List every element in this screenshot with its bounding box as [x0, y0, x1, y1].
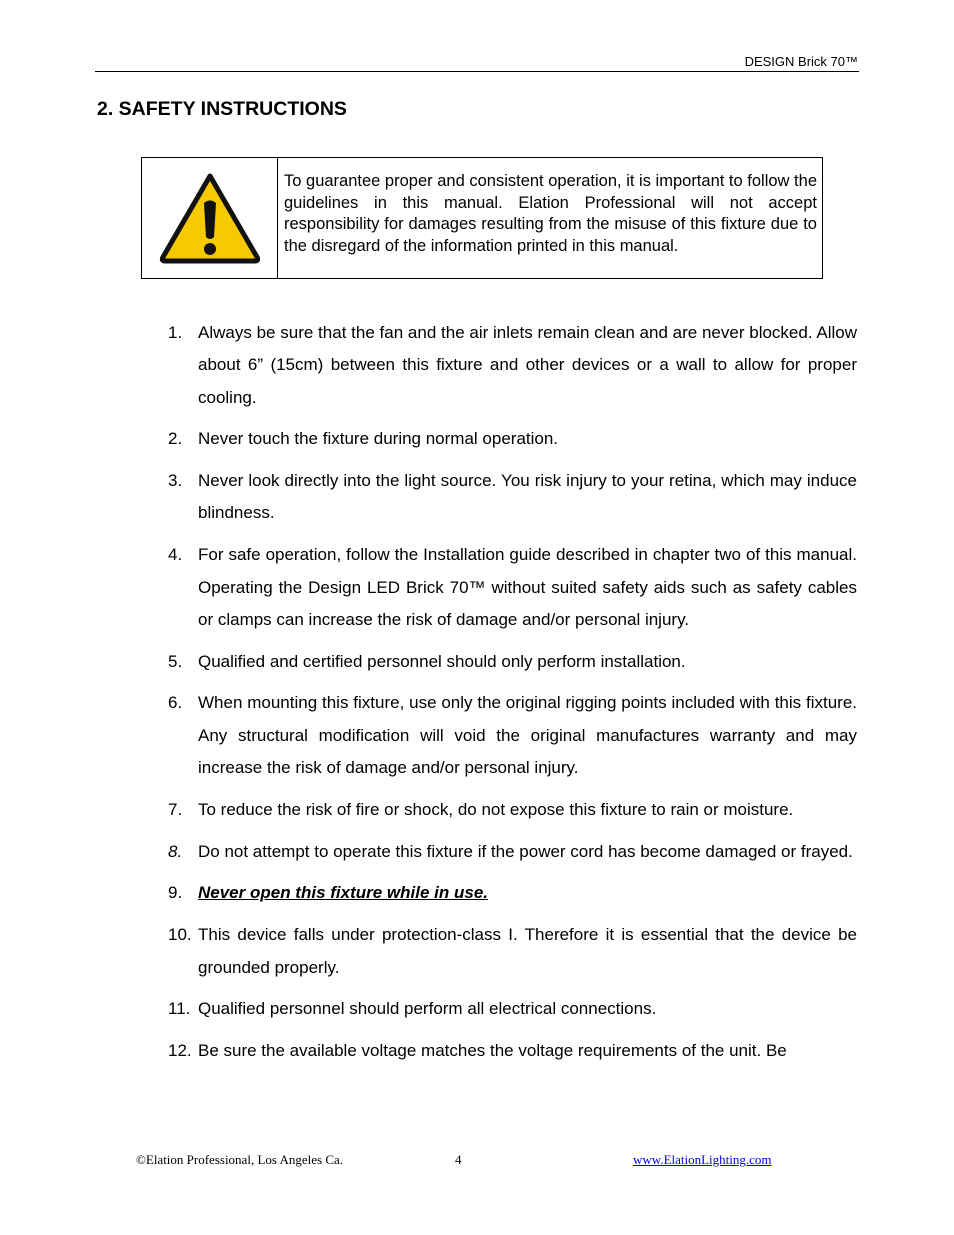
safety-instruction-list	[168, 317, 857, 1077]
list-item	[168, 1035, 857, 1067]
footer-copyright: ©Elation Professional, Los Angeles Ca.	[136, 1152, 344, 1167]
warning-text: To guarantee proper and consistent operation, it is important to follow the guidelines in this manual. Elation Professional will not accept responsibility for damages resulting from the misuse of this fixture due to the disregard of the information printed in this manual.	[284, 172, 817, 255]
item-text: To reduce the risk of fire or shock, do not expose this fixture to rain or moisture.	[198, 799, 794, 819]
item-text: When mounting this fixture, use only the original rigging points included with this fixture. Any structural modification will void the original manufactures warranty and may increase the risk of damage and/or personal injury.	[198, 693, 857, 778]
item-number: 10.	[168, 925, 192, 945]
page-number: 4	[455, 1152, 462, 1167]
list-item	[168, 687, 857, 784]
item-number: 6.	[168, 693, 183, 713]
item-number: 3.	[168, 471, 183, 491]
item-text: Be sure the available voltage matches the voltage requirements of the unit. Be	[198, 1041, 787, 1061]
list-item	[168, 465, 857, 530]
warning-icon-cell	[142, 158, 278, 278]
item-text: For safe operation, follow the Installation guide described in chapter two of this manual. Operating the Design LED Brick 70™ without suited safety aids such as safety cables or clamps can increase the risk of damage and/or personal injury.	[198, 545, 857, 629]
item-number: 11.	[168, 999, 191, 1019]
item-number: 4.	[168, 545, 183, 565]
item-number: 7.	[168, 799, 183, 819]
section-title: 2. SAFETY INSTRUCTIONS	[97, 98, 347, 120]
item-number: 9.	[168, 883, 183, 903]
warning-box	[141, 157, 823, 279]
item-number: 2.	[168, 429, 183, 449]
warning-triangle-icon	[158, 171, 262, 265]
item-text: Always be sure that the fan and the air inlets remain clean and are never blocked. Allow about 6” (15cm) between this fixture and other devices or a wall to allow for proper cooling.	[198, 323, 857, 407]
list-item	[168, 993, 857, 1025]
website-link[interactable]: www.ElationLighting.com	[633, 1152, 772, 1167]
item-number: 1.	[168, 323, 183, 342]
running-header: DESIGN Brick 70™	[744, 54, 858, 69]
item-text: Do not attempt to operate this fixture if the power cord has become damaged or frayed.	[198, 841, 853, 861]
item-text: This device falls under protection-class I. Therefore it is essential that the device be grounded properly.	[198, 925, 857, 977]
item-text: Qualified personnel should perform all electrical connections.	[198, 999, 657, 1019]
item-text: Never look directly into the light source. You risk injury to your retina, which may induce blindness.	[198, 471, 857, 523]
list-item	[168, 646, 857, 678]
item-text-emphasized: Never open this fixture while in use.	[198, 883, 489, 903]
header-divider	[95, 71, 859, 72]
item-number: 8.	[168, 841, 183, 861]
item-text: Never touch the fixture during normal operation.	[198, 429, 559, 449]
list-item	[168, 877, 857, 909]
item-number: 12.	[168, 1041, 192, 1061]
list-item	[168, 919, 857, 984]
list-item	[168, 317, 857, 414]
list-item	[168, 836, 857, 868]
list-item	[168, 423, 857, 455]
list-item	[168, 794, 857, 826]
item-text: Qualified and certified personnel should only perform installation.	[198, 651, 686, 671]
item-number: 5.	[168, 651, 183, 671]
list-item	[168, 539, 857, 636]
